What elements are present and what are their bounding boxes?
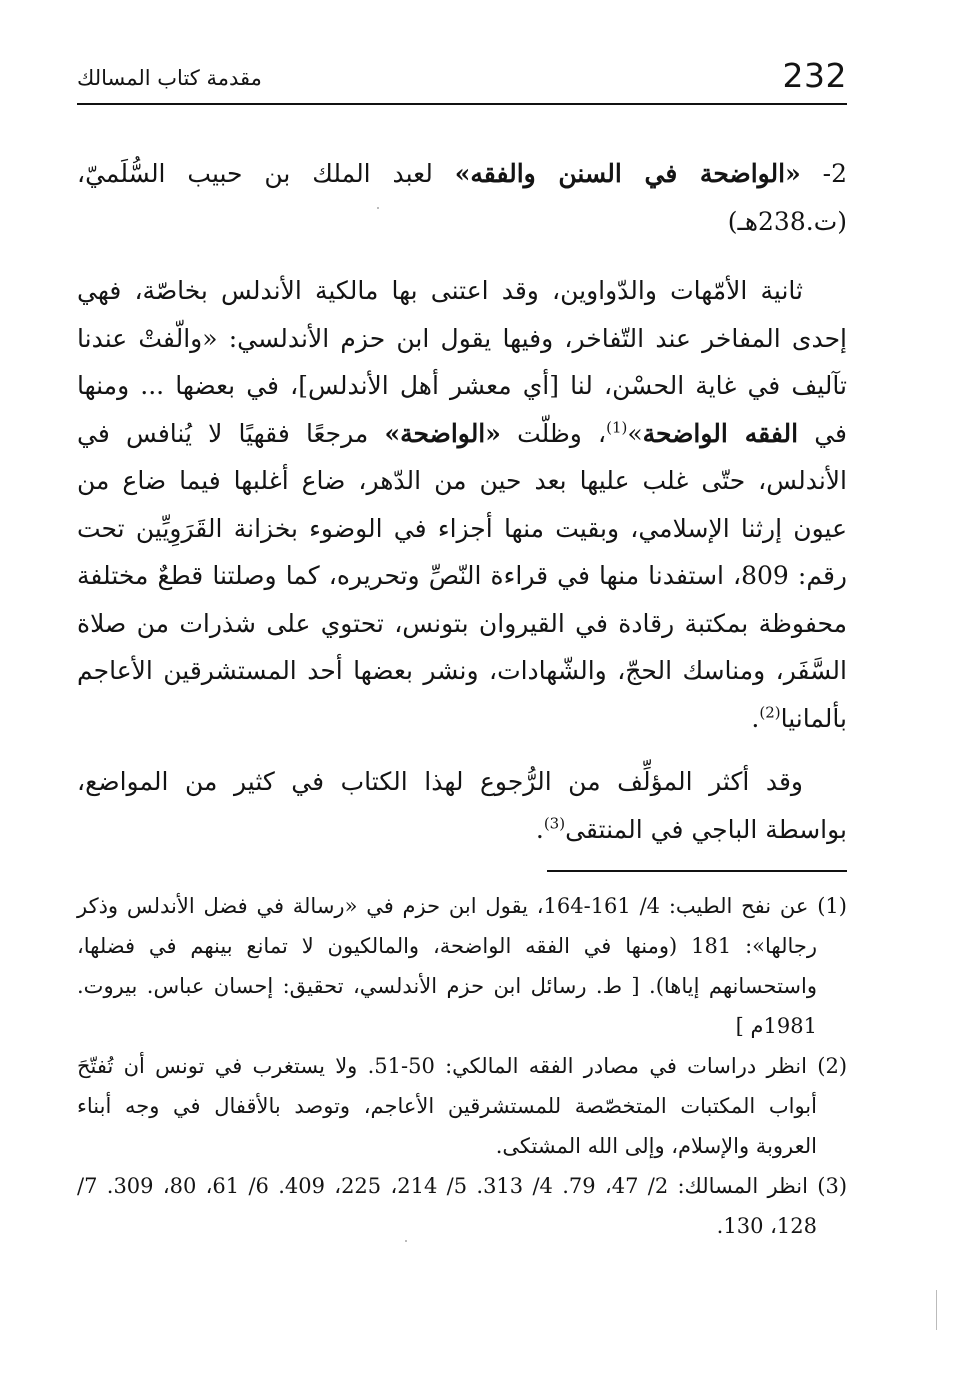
paragraph-2-end: . bbox=[535, 814, 544, 844]
list-item-2 bbox=[77, 150, 847, 245]
header-rule bbox=[77, 103, 847, 105]
paragraph-1-bold-b: «الواضحة» bbox=[384, 418, 501, 448]
footnote-3: (3) انظر المسالك: 2/ 47، 79. 4/ 313. 5/ 214، 225، 409. 6/ 61، 80، 309. 7/ 128، 130. bbox=[77, 1174, 848, 1238]
main-text bbox=[77, 150, 847, 869]
footnote-ref-3[interactable]: (3) bbox=[543, 814, 566, 833]
page-header bbox=[77, 54, 847, 104]
running-title: مقدمة كتاب المسالك bbox=[77, 66, 262, 90]
scan-edge-mark bbox=[936, 1290, 937, 1330]
paragraph-2-text: وقد أكثر المؤلِّف من الرُّجوع لهذا الكتاب في كثير من المواضع، بواسطة الباجي في المنتقى bbox=[77, 767, 847, 844]
footnote-ref-2[interactable]: (2) bbox=[759, 703, 781, 722]
footnote-1: (1) عن نفح الطيب: 4/ 161-164، يقول ابن حزم في «رسالة في فضل الأندلس وذكر رجالها»: 181 (ومنها في الفقه الواضحة، والمالكيون لا تمانع بينهم في فضلها، واستحسانهم إياها). [ ط. رسائل ابن حزم الأندلسي، تحقيق: إحسان عباس. بيروت. 1981م ] bbox=[77, 894, 847, 1038]
paragraph-1-end: . bbox=[751, 703, 760, 733]
footnote-2: (2) انظر دراسات في مصادر الفقه المالكي: 50-51. ولا يستغرب في تونس أن تُفتّحَ أبواب المكتبات المتخصّصة للمستشرقين الأعاجم، وتوصد بالأقفال في وجه أبناء العروبة والإسلام، وإلى الله المشتكى. bbox=[77, 1054, 848, 1158]
scan-speck bbox=[377, 207, 379, 209]
footnotes bbox=[77, 886, 847, 1246]
paragraph-1-text-d: مرجعًا فقهيًا لا يُنافس في الأندلس، حتّى غلب عليها بعد حين من الدّهر، ضاع أغلبها فيما ضاع من عيون إرثنا الإسلامي، وبقيت منها أجزاء في الوضوء بخزانة القَرَوِيِّين تحت رقم: 809، استفدنا منها في قراءة النّصِّ وتحريره، كما وصلتنا قطعٌ مختلفة محفوظة بمكتبة رقادة في القيروان بتونس، تحتوي على شذرات من صلاة السَّفَر، ومناسك الحجّ، والشّهادات، ونشر بعضها أحد المستشرقين الأعاجم بألمانيا bbox=[77, 418, 847, 733]
page-number: 232 bbox=[782, 56, 847, 95]
scan-speck bbox=[405, 1240, 407, 1242]
paragraph-1 bbox=[77, 267, 847, 742]
footnote-ref-1[interactable]: (1) bbox=[606, 418, 628, 437]
item-number: 2- bbox=[822, 159, 848, 188]
paragraph-1-bold-a: الفقه الواضحة bbox=[642, 418, 799, 448]
paragraph-2 bbox=[77, 758, 847, 853]
footnote-rule bbox=[547, 870, 847, 872]
paragraph-1-quote-close: » bbox=[627, 418, 643, 448]
paragraph-1-text-a: ثانية الأمّهات والدّواوين، وقد اعتنى بها مالكية الأندلس بخاصّة، فهي إحدى المفاخر عند التّفاخر، وفيها يقول ابن حزم الأندلسي: «والّفتْ عندنا تآليف في غاية الحسْن، لنا [أي معشر أهل الأندلس]، في بعضها ... ومنها في bbox=[77, 276, 848, 448]
paragraph-1-text-c: ، وظلّت bbox=[517, 418, 607, 448]
book-title: «الواضحة في السنن والفقه» bbox=[454, 159, 801, 188]
item-text: لعبد الملك بن حبيب السُّلَميّ، (ت.238هـ) bbox=[77, 159, 847, 236]
